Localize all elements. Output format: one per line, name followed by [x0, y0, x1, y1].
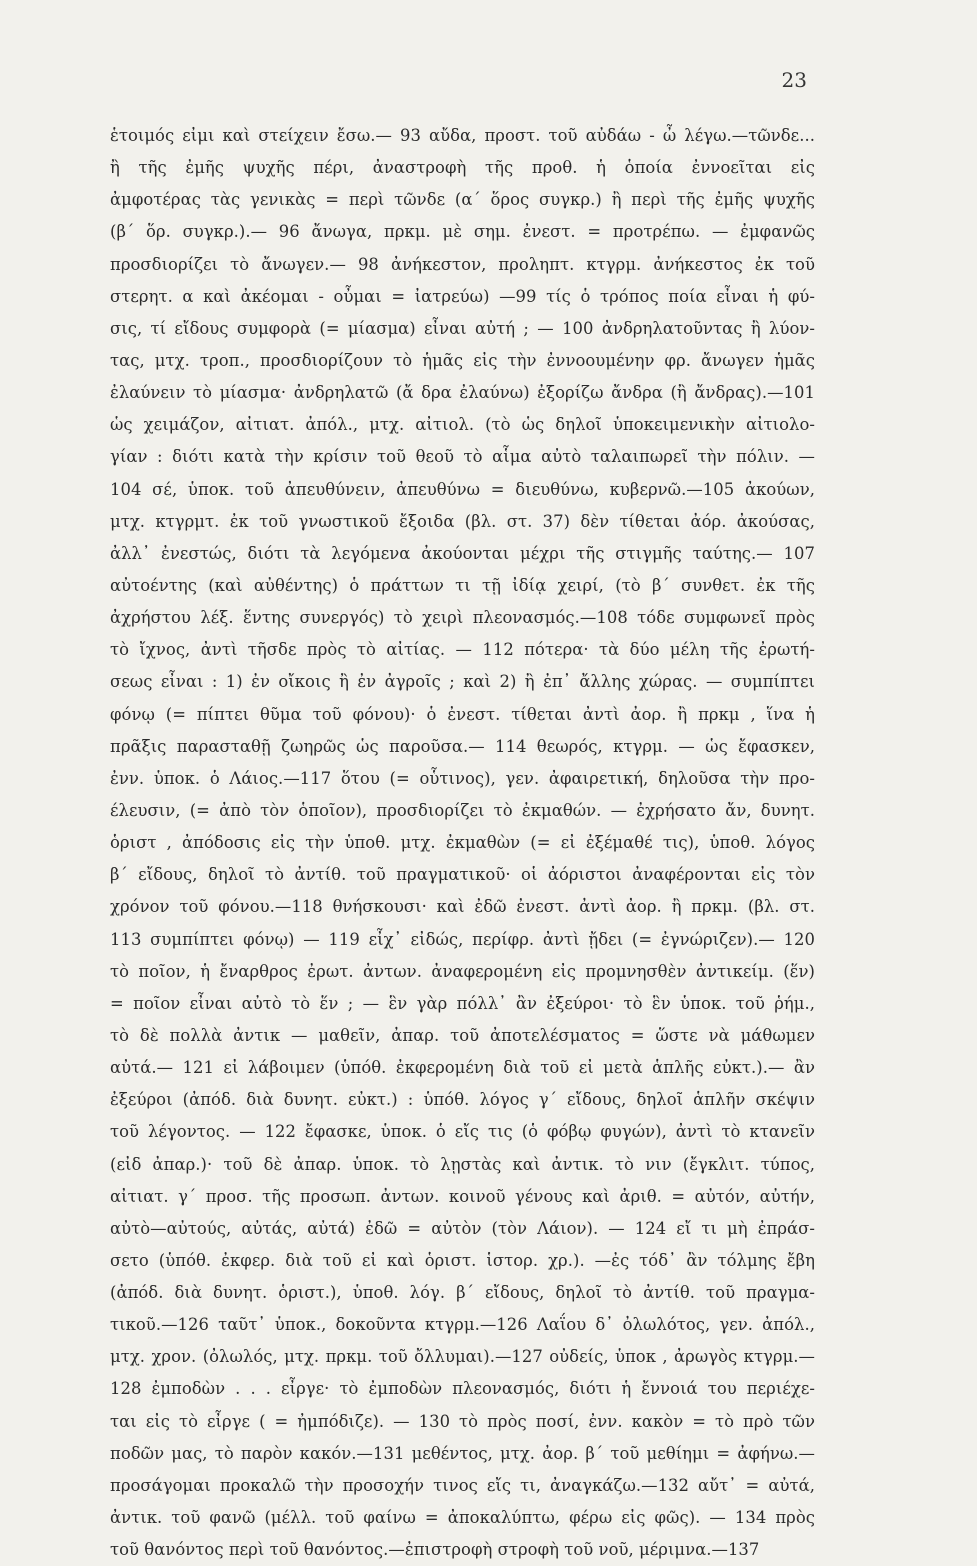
text-line: ὁριστ , ἀπόδοσις εἰς τὴν ὑποθ. μτχ. ἐκμαθὼν (= εἰ ἐξέμαθέ τις), ὑποθ. λόγος: [110, 833, 815, 853]
text-line: ἢ τῆς ἐμῆς ψυχῆς πέρι, ἀναστροφὴ τῆς προθ. ἡ ὁποία ἐννοεῖται εἰς: [110, 158, 815, 178]
text-line: (β΄ ὅρ. συγκρ.).— 96 ἄνωγα, πρκμ. μὲ σημ. ἐνεστ. = προτρέπω. — ἐμφανῶς: [110, 222, 815, 242]
text-line: προσάγομαι προκαλῶ τὴν προσοχήν τινος εἴς τι, ἀναγκάζω.—132 αὔτ᾽ = αὐτά,: [110, 1475, 815, 1495]
text-line: αὐτά.— 121 εἰ λάβοιμεν (ὑπόθ. ἐκφερομένη διὰ τοῦ εἰ μετὰ ἁπλῆς εὐκτ.).— ἂν: [110, 1058, 815, 1078]
text-line: ἐνν. ὑποκ. ὁ Λάιος.—117 ὅτου (= οὗτινος), γεν. ἀφαιρετική, δηλοῦσα τὴν προ-: [110, 768, 815, 788]
text-line: μτχ. χρον. (ὀλωλός, μτχ. πρκμ. τοῦ ὄλλυμαι).—127 οὐδείς, ὑποκ , ἀρωγὸς κτγρμ.—: [110, 1347, 815, 1367]
text-line: ἐλαύνειν τὸ μίασμα· ἀνδρηλατῶ (ἄ δρα ἐλαύνω) ἐξορίζω ἄνδρα (ἢ ἄνδρας).—101: [110, 383, 815, 403]
text-line: 128 ἐμποδὼν . . . εἶργε· τὸ ἐμποδὼν πλεονασμός, διότι ἡ ἔννοιά του περιέχε-: [110, 1379, 815, 1399]
text-line: χρόνον τοῦ φόνου.—118 θνήσκουσι· καὶ ἐδῶ ἐνεστ. ἀντὶ ἀορ. ἢ πρκμ. (βλ. στ.: [110, 897, 815, 917]
text-line: σεως εἶναι : 1) ἐν οἴκοις ἢ ἐν ἀγροῖς ; καὶ 2) ἢ ἐπ᾽ ἄλλης χώρας. — συμπίπτει: [110, 672, 815, 692]
text-line: 104 σέ, ὑποκ. τοῦ ἀπευθύνειν, ἀπευθύνω = διευθύνω, κυβερνῶ.—105 ἀκούων,: [110, 479, 815, 499]
text-line: φόνῳ (= πίπτει θῦμα τοῦ φόνου)· ὁ ἐνεστ. τίθεται ἀντὶ ἀορ. ἢ πρκμ , ἵνα ἡ: [110, 704, 815, 724]
text-line: τας, μτχ. τροπ., προσδιορίζουν τὸ ἡμᾶς εἰς τὴν ἐννοουμένην φρ. ἄνωγεν ἡμᾶς: [110, 350, 815, 370]
text-line: 113 συμπίπτει φόνῳ) — 119 εἶχ᾽ εἰδώς, περίφρ. ἀντὶ ᾔδει (= ἐγνώριζεν).— 120: [110, 929, 815, 949]
text-line: σις, τί εἴδους συμφορὰ (= μίασμα) εἶναι αὐτή ; — 100 ἀνδρηλατοῦντας ἢ λύον-: [110, 318, 815, 338]
text-line: τοῦ θανόντος περὶ τοῦ θανόντος.—ἐπιστροφὴ στροφὴ τοῦ νοῦ, μέριμνα.—137: [110, 1540, 760, 1560]
text-line: = ποῖον εἶναι αὐτὸ τὸ ἕν ; — ἓν γὰρ πόλλ᾽ ἂν ἐξεύροι· τὸ ἓν ὑποκ. τοῦ ῥήμ.,: [110, 993, 815, 1013]
text-line: πρᾶξις παρασταθῇ ζωηρῶς ὡς παροῦσα.— 114 θεωρός, κτγρμ. — ὡς ἔφασκεν,: [110, 736, 815, 756]
text-line: ὡς χειμάζον, αἰτιατ. ἀπόλ., μτχ. αἰτιολ. (τὸ ὡς δηλοῖ ὑποκειμενικὴν αἰτιολο-: [110, 415, 815, 435]
text-line: ται εἰς τὸ εἶργε ( = ἠμπόδιζε). — 130 τὸ πρὸς ποσί, ἐνν. κακὸν = τὸ πρὸ τῶν: [110, 1411, 815, 1431]
text-line: προσδιορίζει τὸ ἄνωγεν.— 98 ἀνήκεστον, προληπτ. κτγρμ. ἀνήκεστος ἐκ τοῦ: [110, 254, 815, 274]
text-line: τὸ ἴχνος, ἀντὶ τῆσδε πρὸς τὸ αἰτίας. — 112 πότερα· τὰ δύο μέλη τῆς ἐρωτή-: [110, 640, 815, 660]
text-line: ἐξεύροι (ἀπόδ. διὰ δυνητ. εὐκτ.) : ὑπόθ. λόγος γ΄ εἴδους, δηλοῖ ἁπλῆν σκέψιν: [110, 1090, 815, 1110]
text-line: ἑτοιμός εἰμι καὶ στείχειν ἔσω.— 93 αὔδα, προστ. τοῦ αὐδάω - ὦ λέγω.—τῶνδε...: [110, 126, 815, 145]
text-line: αἰτιατ. γ΄ προσ. τῆς προσωπ. ἀντων. κοινοῦ γένους καὶ ἀριθ. = αὐτόν, αὐτήν,: [110, 1186, 815, 1206]
text-line: ἀχρήστου λέξ. ἕντης συνεργός) τὸ χειρὶ πλεονασμός.—108 τόδε συμφωνεῖ πρὸς: [110, 608, 815, 628]
text-line: (ἀπόδ. διὰ δυνητ. ὁριστ.), ὑποθ. λόγ. β΄ εἴδους, δηλοῖ τὸ ἀντίθ. τοῦ πραγμα-: [110, 1283, 815, 1303]
text-line: τοῦ λέγοντος. — 122 ἔφασκε, ὑποκ. ὁ εἴς τις (ὁ φόβῳ φυγών), ἀντὶ τὸ κτανεῖν: [110, 1122, 815, 1142]
text-line: ἀλλ᾽ ἐνεστώς, διότι τὰ λεγόμενα ἀκούονται μέχρι τῆς στιγμῆς ταύτης.— 107: [110, 543, 815, 563]
text-line: σετο (ὑπόθ. ἐκφερ. διὰ τοῦ εἰ καὶ ὁριστ. ἱστορ. χρ.). —ἐς τόδ᾽ ἂν τόλμης ἔβη: [110, 1250, 815, 1270]
text-line: αὐτοέντης (καὶ αὐθέντης) ὁ πράττων τι τῇ ἰδίᾳ χειρί, (τὸ β΄ συνθετ. ἐκ τῆς: [110, 575, 815, 595]
text-line: τὸ ποῖον, ἡ ἔναρθρος ἐρωτ. ἀντων. ἀναφερομένη εἰς προμνησθὲν ἀντικείμ. (ἕν): [110, 961, 815, 981]
text-line: γίαν : διότι κατὰ τὴν κρίσιν τοῦ θεοῦ τὸ αἷμα αὐτὸ ταλαιπωρεῖ τὴν πόλιν. —: [110, 447, 815, 467]
text-line: (εἰδ ἀπαρ.)· τοῦ δὲ ἀπαρ. ὑποκ. τὸ λῃστὰς καὶ ἀντικ. τὸ νιν (ἔγκλιτ. τύπος,: [110, 1154, 815, 1174]
text-line: ποδῶν μας, τὸ παρὸν κακόν.—131 μεθέντος, μτχ. ἀορ. β΄ τοῦ μεθίημι = ἀφήνω.—: [110, 1443, 815, 1463]
text-line: μτχ. κτγρμτ. ἐκ τοῦ γνωστικοῦ ἔξοιδα (βλ. στ. 37) δὲν τίθεται ἀόρ. ἀκούσας,: [110, 511, 815, 531]
text-line: τὸ δὲ πολλὰ ἀντικ — μαθεῖν, ἀπαρ. τοῦ ἀποτελέσματος = ὥστε νὰ μάθωμεν: [110, 1025, 815, 1045]
text-line: έλευσιν, (= ἀπὸ τὸν ὁποῖον), προσδιορίζει τὸ ἐκμαθών. — ἐχρήσατο ἄν, δυνητ.: [110, 800, 815, 820]
text-line: ἀμφοτέρας τὰς γενικὰς = περὶ τῶνδε (α΄ ὅρος συγκρ.) ἢ περὶ τῆς ἐμῆς ψυχῆς: [110, 190, 815, 210]
text-line: τικοῦ.—126 ταῦτ᾽ ὑποκ., δοκοῦντα κτγρμ.—126 Λαΐου δ᾽ ὀλωλότος, γεν. ἀπόλ.,: [110, 1315, 815, 1335]
page-number: 23: [781, 68, 807, 92]
text-line: αὐτὸ—αὐτούς, αὐτάς, αὐτά) ἐδῶ = αὐτὸν (τὸν Λάιον). — 124 εἴ τι μὴ ἐπράσ-: [110, 1218, 815, 1238]
text-line: ἀντικ. τοῦ φανῶ (μέλλ. τοῦ φαίνω = ἀποκαλύπτω, φέρω εἰς φῶς). — 134 πρὸς: [110, 1508, 815, 1528]
text-line: β΄ εἴδους, δηλοῖ τὸ ἀντίθ. τοῦ πραγματικοῦ· οἱ ἀόριστοι ἀναφέρονται εἰς τὸν: [110, 865, 815, 885]
text-line: στερητ. α καὶ ἀκέομαι - οὖμαι = ἰατρεύω) —99 τίς ὁ τρόπος ποία εἶναι ἡ φύ-: [110, 286, 815, 306]
commentary-text: [110, 120, 815, 1566]
